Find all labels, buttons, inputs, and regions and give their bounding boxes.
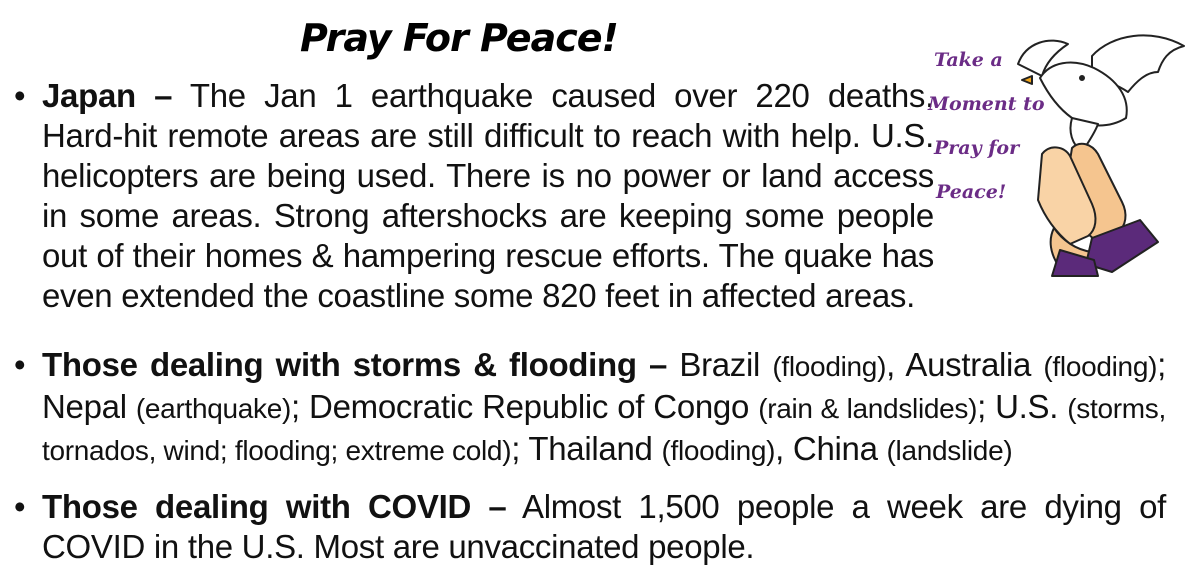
item-text: The Jan 1 earthquake caused over 220 deaths. Hard-hit remote areas are still difficult to reach with help. U.S. helicopters are being used. There is no power or land access in some areas. Strong aftershocks are keeping some people out of their homes & hampering rescue efforts. The quake has even extended the coastline some 820 feet in affected areas. [42,77,934,314]
place-note: (flooding) [1043,351,1158,382]
place-note: (earthquake) [135,393,292,424]
item-heading: Those dealing with storms & flooding – [42,346,668,383]
place-name: Brazil [667,346,773,383]
place-note: (flooding) [772,351,887,382]
bullet: • [14,346,26,383]
place-note: (storms, tornados, wind; flooding; extreme cold) [42,393,1166,466]
place-name: , China [775,430,887,467]
item-heading: Those dealing with COVID – [42,488,507,525]
badge-line: Pray for [934,137,1020,159]
place-note: (landslide) [886,435,1013,466]
badge-line: Take a [934,49,1003,71]
bullet: • [14,77,26,114]
badge-line: Peace! [936,181,1007,203]
place-name: ; U.S. [977,388,1068,425]
badge-text [928,38,1048,214]
item-heading: Japan – [42,77,173,114]
item-text: Almost 1,500 people a week are dying of COVID in the U.S. Most are unvaccinated people. [42,488,1167,565]
place-note: (rain & landslides) [758,393,978,424]
badge-line: Moment to [928,93,1045,115]
page-title: Pray For Peace! [300,16,618,60]
bullet: • [14,488,26,525]
item-body [42,76,934,316]
pray-for-peace-badge [922,28,1188,278]
place-note: (flooding) [661,435,776,466]
list-item-japan [14,76,934,316]
praying-hands-icon [1038,144,1158,276]
item-body [42,345,1166,471]
item-body [42,487,1166,567]
place-name: ; Thailand [511,430,662,467]
list-item-covid [14,487,1166,567]
place-name: ; Nepal [42,346,1166,425]
list-item-storms [14,345,1166,471]
place-name: ; Democratic Republic of Congo [291,388,759,425]
place-name: , Australia [886,346,1044,383]
